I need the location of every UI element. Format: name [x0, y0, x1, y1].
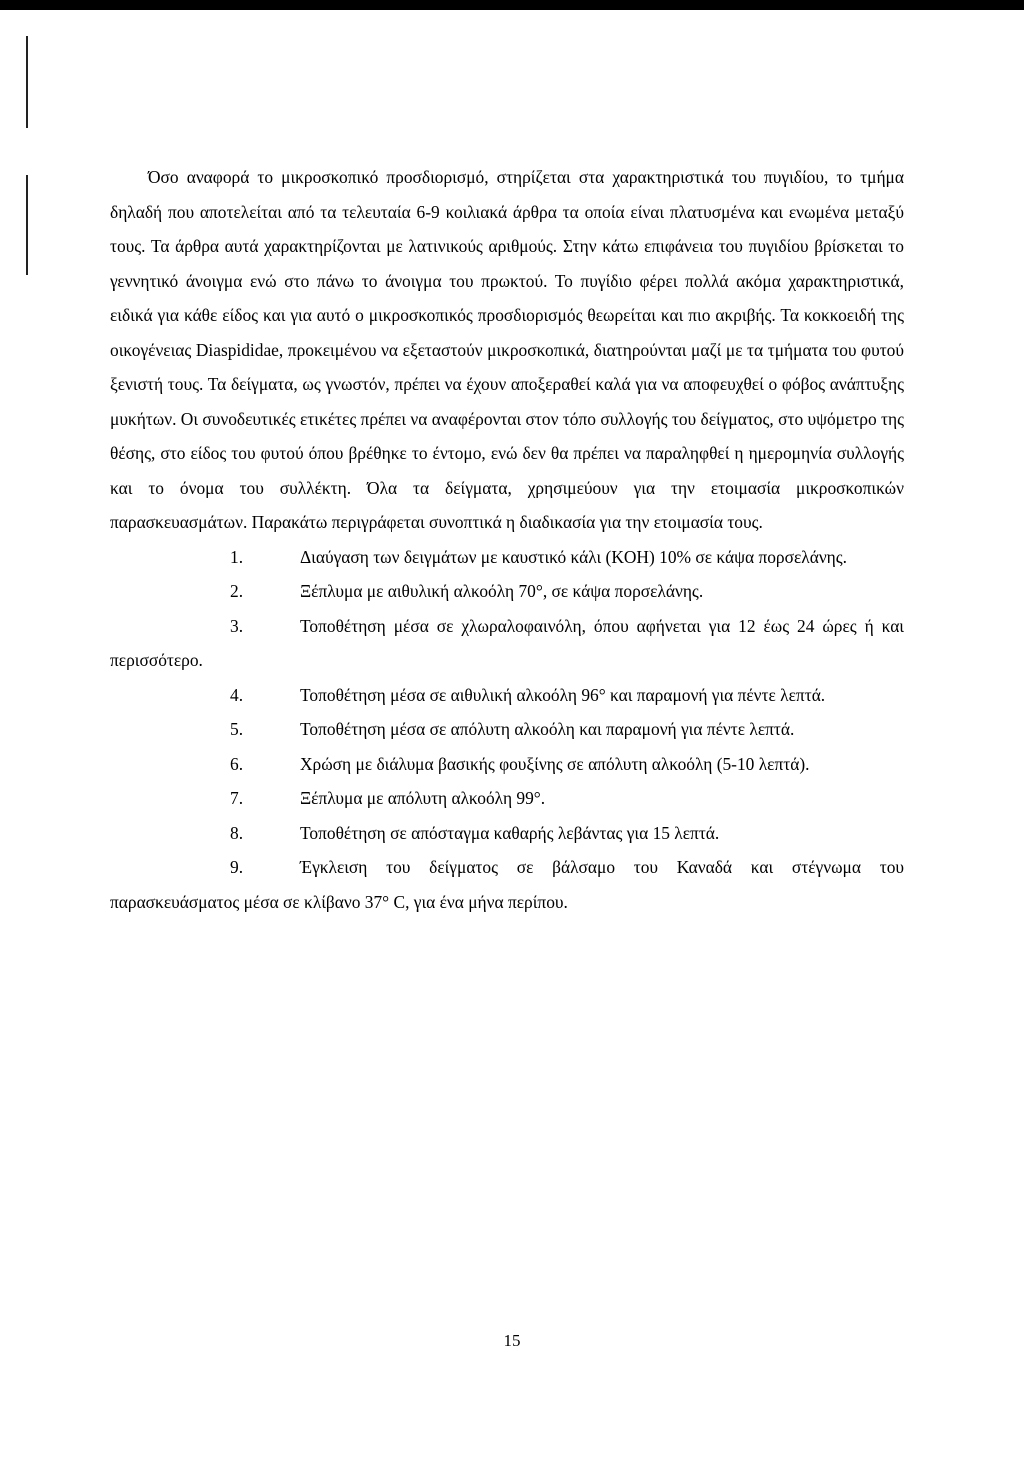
step-number: 3. [230, 615, 244, 636]
step-number: 6. [230, 753, 244, 774]
step-text: Τοποθέτηση μέσα σε αιθυλική αλκοόλη 96° και παραμονή για πέντε λεπτά. [300, 684, 826, 705]
scan-top-border [0, 0, 1024, 10]
body-paragraph: Όσο αναφορά το μικροσκοπικό προσδιορισμό, στηρίζεται στα χαρακτηριστικά του πυγιδίου, το τμήμα δηλαδή που αποτελείται από τα τελευταία 6-9 κοιλιακά άρθρα τα οποία είναι πλατυσμένα και ενωμένα μεταξύ τους. Τα άρθρα αυτά χαρακτηρίζονται με λατινικούς αριθμούς. Στην κάτω επιφάνεια του πυγιδίου βρίσκεται το γεννητικό άνοιγμα ενώ στο πάνω το άνοιγμα του πρωκτού. Το πυγίδιο φέρει πολλά ακόμα χαρακτηριστικά, ειδικά για κάθε είδος και για αυτό ο μικροσκοπικός προσδιορισμός θεωρείται και πιο ακριβής. Τα κοκκοειδή της οικογένειας Diaspididae, προκειμένου να εξεταστούν μικροσκοπικά, διατηρούνται μαζί με τα τμήματα του φυτού ξενιστή τους. Τα δείγματα, ως γνωστόν, πρέπει να έχουν αποξεραθεί καλά για να αποφευχθεί ο φόβος ανάπτυξης μυκήτων. Οι συνοδευτικές ετικέτες πρέπει να αναφέρονται στον τόπο συλλογής του δείγματος, στο υψόμετρο της θέσης, στο είδος του φυτού όπου βρέθηκε το έντομο, ενώ δεν θα πρέπει να παραληφθεί η ημερομηνία συλλογής και το όνομα του συλλέκτη. Όλα τα δείγματα, χρησιμεύουν για την ετοιμασία μικροσκοπικών παρασκευασμάτων. Παρακάτω περιγράφεται συνοπτικά η διαδικασία για την ετοιμασία τους. [110, 167, 904, 532]
step-text: Ξέπλυμα με απόλυτη αλκοόλη 99°. [300, 788, 546, 808]
step-number: 9. [230, 857, 244, 877]
scan-margin-line [26, 175, 28, 275]
step-text: Διαύγαση των δειγμάτων με καυστικό κάλι (KOH) 10% σε κάψα πορσελάνης. [300, 546, 848, 567]
step-number: 5. [230, 719, 244, 739]
list-item [110, 781, 904, 816]
list-item [110, 816, 904, 851]
list-item [110, 540, 904, 575]
step-text: Τοποθέτηση μέσα σε απόλυτη αλκοόλη και παραμονή για πέντε λεπτά. [300, 719, 795, 739]
step-number: 1. [230, 546, 244, 567]
list-item [110, 747, 904, 782]
list-item [110, 850, 904, 919]
step-number: 2. [230, 581, 244, 601]
page-number: 15 [503, 1331, 521, 1350]
step-number: 4. [230, 684, 244, 705]
list-item [110, 609, 904, 678]
list-item [110, 574, 904, 609]
step-number: 7. [230, 788, 244, 808]
list-item [110, 712, 904, 747]
document-body [110, 160, 904, 919]
step-text: Τοποθέτηση σε απόσταγμα καθαρής λεβάντας για 15 λεπτά. [300, 822, 720, 843]
procedure-steps [110, 540, 904, 920]
step-text: Έγκλειση του δείγματος σε βάλσαμο του Καναδά και στέγνωμα του παρασκευάσματος μέσα σε κλίβανο 37° C, για ένα μήνα περίπου. [110, 857, 904, 912]
step-text: Ξέπλυμα με αιθυλική αλκοόλη 70°, σε κάψα πορσελάνης. [300, 581, 704, 601]
step-text: Χρώση με διάλυμα βασικής φουξίνης σε απόλυτη αλκοόλη (5-10 λεπτά). [300, 753, 810, 774]
step-text: Τοποθέτηση μέσα σε χλωραλοφαινόλη, όπου αφήνεται για 12 έως 24 ώρες ή και περισσότερο. [110, 615, 904, 670]
scan-margin-line [26, 36, 28, 128]
step-number: 8. [230, 822, 244, 843]
list-item [110, 678, 904, 713]
